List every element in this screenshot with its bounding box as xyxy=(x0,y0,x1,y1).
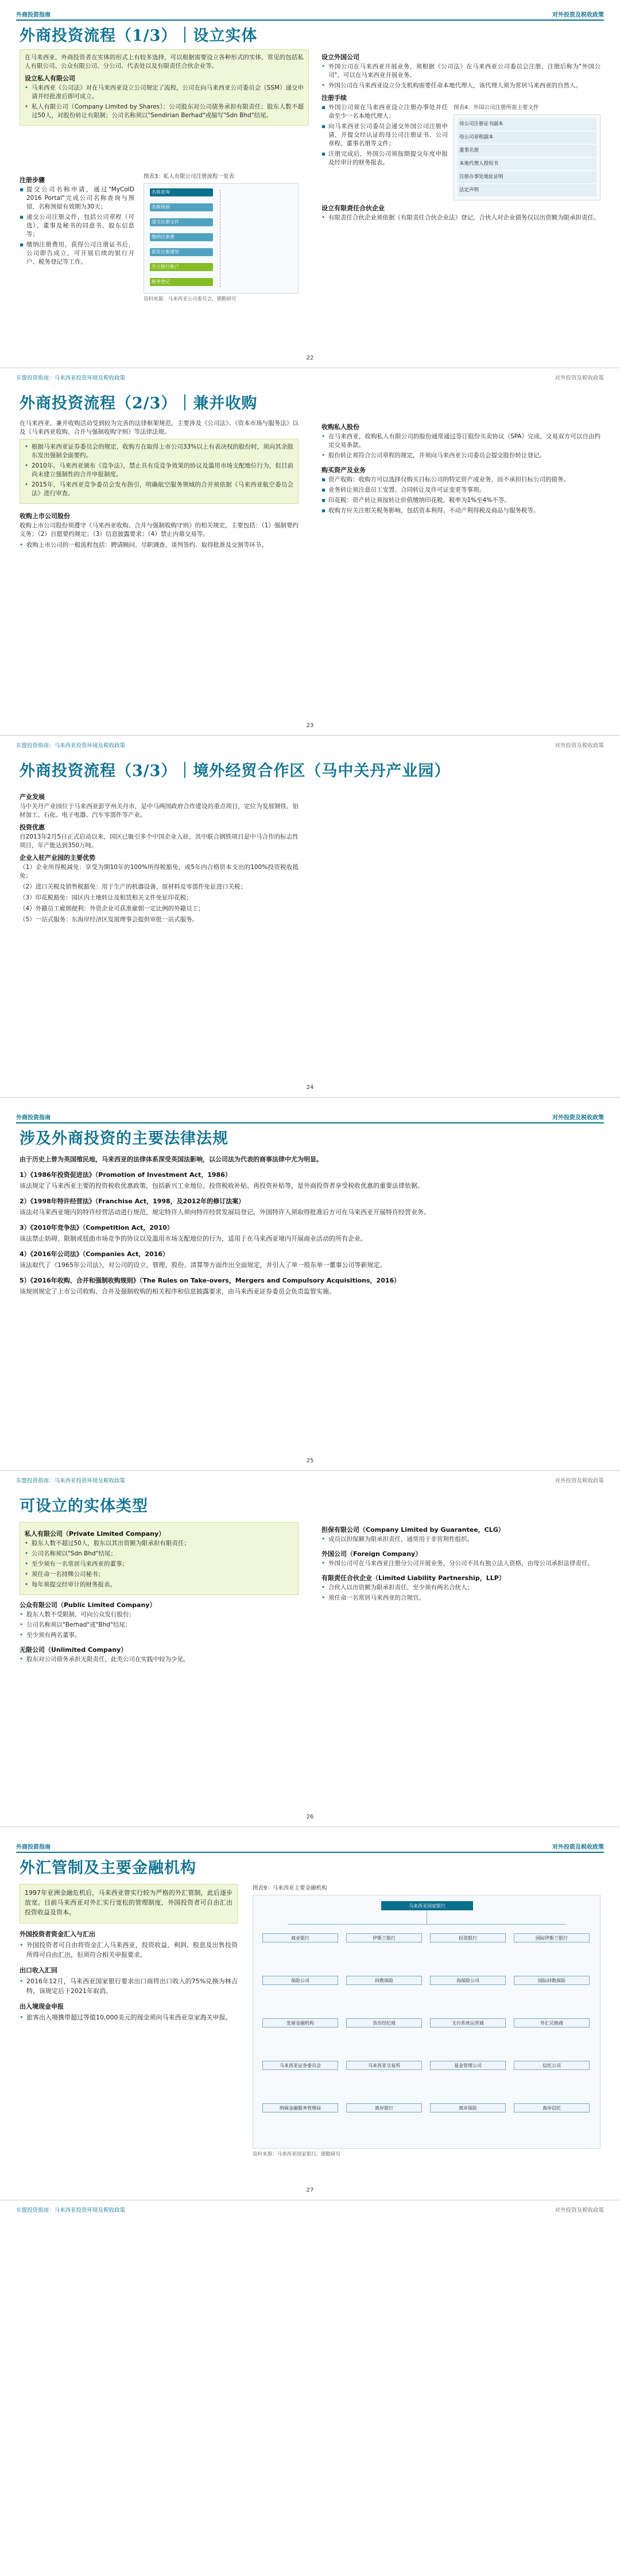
flow-step: 名称查询 xyxy=(150,188,213,196)
org-node: 离岸信托 xyxy=(514,2103,590,2112)
flow-step: 缴纳注册费 xyxy=(150,233,213,241)
org-node: 国际回教保险 xyxy=(514,1976,590,1985)
figure-3: 图表3：私人有限公司注册流程一览表 名称查询 名称预留 递交注册文件 缴纳注册费 获发注册通知 开立银行账户 税务登记 资料来源：马来西亚公司委员会，德勤研究 xyxy=(144,172,299,304)
flow-step: 获发注册通知 xyxy=(150,248,213,256)
org-node: 离岸银行 xyxy=(346,2103,422,2112)
flow-notes-area xyxy=(220,190,292,287)
org-node: 支付系统运营商 xyxy=(430,2018,506,2027)
page-number: 24 xyxy=(306,1084,314,1091)
org-connector xyxy=(288,1924,565,1925)
page-number: 23 xyxy=(306,723,314,729)
flow-step: 名称预留 xyxy=(150,203,213,211)
document-row: 法定声明 xyxy=(458,184,596,196)
page-number: 22 xyxy=(306,355,314,361)
page-4 xyxy=(0,1103,620,1470)
page-footer: 东盟投资指南：马来西亚投资环境及税收政策 对外投资及税收政策 xyxy=(16,1478,604,1484)
org-node: 伊斯兰银行 xyxy=(346,1933,422,1942)
laws-list: 由于历史上曾为英国殖民地，马来西亚的法律体系深受英国法影响，以公司法为代表的商事法律中尤为明显。 1）《1986年投资促进法》（Promotion of Investment Act，1986） 该法规定了马来西亚主要的投资税收优惠政策，包括新兴工业地位、投资税收补贴、再投资补贴等，是外商投资者享受税收优惠的重要法律依据。 2）《1998年特许经营法》（Franchise Act，1998，及2012年的修订法案） 该法对马来西亚境内的特许经营活动进行规范，规定特许人须向特许经营发展局登记，外国特许人须取得批准后方可在马来西亚开展特许经营业务。 3）《2010年竞争法》（Competition Act，2010） 该法禁止妨碍、限制或扭曲市场竞争的协议以及滥用市场支配地位的行为，适用于在马来西亚境内开展商业活动的所有企业。 4）《2016年公司法》（Companies Act，2016） 该法取代了《1965年公司法》，对公司的设立、管理、股份、清算等方面作出全面规定，并引入了单一股东单一董事公司等新规定。 5）《2016年收购、合并和强制收购规则》（The Rules on Take-overs，Mergers and Compulsory Acquisitions，2016） 该规则规定了上市公司收购、合并及强制收购的相关程序和信息披露要求，由马来西亚证券委员会负责监管实施。 xyxy=(20,1156,430,1295)
org-node: 离岸保险 xyxy=(430,2103,506,2112)
page-number: 26 xyxy=(306,1814,314,1820)
page-title: 可设立的实体类型 xyxy=(20,1497,148,1515)
org-node: 外汇兑换商 xyxy=(514,2018,590,2027)
document-row: 董事名册 xyxy=(458,145,596,157)
org-root: 马来西亚国家银行 xyxy=(381,1901,473,1910)
page-6 xyxy=(0,1832,620,2200)
document-row: 本地代理人授权书 xyxy=(458,158,596,170)
page-footer: 东盟投资指南：马来西亚投资环境及税收政策 对外投资及税收政策 xyxy=(16,2207,604,2214)
org-node: 货币经纪商 xyxy=(346,2018,422,2027)
org-node: 信托公司 xyxy=(514,2061,590,2070)
intro-box: 在马来西亚，外商投资者在实体的形式上有较多选择，可以根据需要设立各种形式的实体，常见的包括私人有限公司、公众有限公司、分公司、代表处以及有限责任合伙企业等。 设立私人有限公司 • 马来西亚《公司法》对在马来西亚设立公司规定了流程，公司在向马来西亚公司委员会（SSM）递交申请并经批准后即可成立。 • 私人有限公司（Company Limited by Shares）：公司股东对公司债务承担有限责任；股东人数不超过50人，对股份转让有限制；公司名称须以"Sendirian Berhad"或缩写"Sdn Bhd"结尾。 xyxy=(20,49,309,126)
page-header: 外商投资指南 对外投资及税收政策 xyxy=(16,1836,604,1853)
org-node: 纳闽金融服务管理局 xyxy=(262,2103,338,2112)
right-column: 收购私人股份 • 在马来西亚，收购私人有限公司的股份通常通过签订股份买卖协议（SPA）完成，交易双方可以自由约定交易条款。 • 股份转让须符合公司章程的规定，并须向马来西亚公司委员会提交股份转让登记。 购买资产及业务 ▪ 资产收购：收购方可以选择仅购买目标公司的特定资产或业务，而不承担目标公司的债务。 ▪ 业务转让须注意员工安置、合同转让及许可证变更等事项。 ▪ 印花税：资产转让须按转让价值缴纳印花税，税率为1%至4%不等。 ▪ 收购方应关注相关税务影响，包括资本利得、不动产利得税及商品与服务税等。 xyxy=(321,419,600,517)
org-node: 基金管理公司 xyxy=(430,2061,506,2070)
left-column: 在马来西亚，兼并收购活动受到较为完善的法律框架规范，主要涉及《公司法》、《资本市场与服务法》以及《马来西亚收购、合并与强制收购守则》等法律法规。 • 根据马来西亚证券委员会的规定，收购方在取得上市公司33%以上有表决权的股份时，须向其余股东发出强制全面要约。 • 2010年，马来西亚颁布《竞争法》，禁止具有反竞争效果的协议及滥用市场支配地位行为，但目前尚未建立强制性的合并申报制度。 • 2015年，马来西亚竞争委员会发布指引，明确航空服务领域的合并须依据《马来西亚航空委员会法》进行审查。 收购上市公司股份 收购上市公司股份须遵守《马来西亚收购、合并与强制收购守则》的相关规定，主要包括：（1）强制要约义务；（2）自愿要约规定；（3）信息披露要求；（4）禁止内幕交易等。 • 收购上市公司的一般流程包括：聘请顾问、尽职调查、谈判签约、取得批准及交割等环节。 xyxy=(20,419,299,551)
page-divider xyxy=(0,1826,620,1827)
org-node: 再保险公司 xyxy=(430,1976,506,1985)
page-3 xyxy=(0,741,620,1097)
org-node: 马来西亚证券委员会 xyxy=(262,2061,338,2070)
registration-flow-diagram xyxy=(144,183,299,293)
org-node: 投资银行 xyxy=(430,1933,506,1942)
flow-step: 开立银行账户 xyxy=(150,263,213,271)
left-column: 私人有限公司（Private Limited Company） • 股东人数不超过50人，股东以其出资额为限承担有限责任； • 公司名称须以"Sdn Bhd"结尾； • 至少须有一名常居马来西亚的董事； • 须任命一名持牌公司秘书； • 每年须提交经审计的财务报表。 公众有限公司（Public Limited Company） • 股东人数不受限制，可向公众发行股份； • 公司名称须以"Berhad"或"Bhd"结尾； • 至少须有两名董事。 无限公司（Unlimited Company） • 股东对公司债务承担无限责任，此类公司在实践中较为少见。 xyxy=(20,1522,299,1666)
org-node: 商业银行 xyxy=(262,1933,338,1942)
documents-table xyxy=(454,114,600,200)
page-1 xyxy=(0,0,620,368)
industrial-park-column: 产业发展 马中关丹产业园位于马来西亚彭亨州关丹市，是中马两国政府合作建设的重点项目，定位为发展钢铁、铝材加工、石化、电子电器、汽车零部件等产业。 投资优惠 自2013年2月5日正式启动以来，园区已吸引多个中国企业入驻，其中联合钢铁项目是中马合作的标志性项目，年产能达到350万吨。 企业入驻产业园的主要优势 （1）企业所得税减免：享受为期10年的100%所得税豁免，或5年内合格资本支出的100%投资税收抵免； （2）进口关税及销售税豁免：用于生产的机器设备、原材料及零部件免征进口关税； （3）印花税豁免：园区内土地转让及租赁相关文件免征印花税； （4）外籍员工雇佣便利：外资企业可获准雇佣一定比例的外籍员工； （5）一站式服务：东海岸经济区发展理事会提供审批一站式服务。 xyxy=(20,793,299,923)
right-column: 担保有限公司（Company Limited by Guarantee，CLG） • 成员以担保额为限承担责任，通常用于非营利性组织。 外国公司（Foreign Company） • 外国公司可在马来西亚注册分公司开展业务，分公司不具有独立法人资格，由母公司承担法律责任。 有限责任合伙企业（Limited Liability Partnership，LLP） • 合伙人以出资额为限承担责任，至少须有两名合伙人； • 须任命一名常居马来西亚的合规官。 xyxy=(321,1522,600,1604)
org-node: 回教保险 xyxy=(346,1976,422,1985)
figure-9: 图表9：马来西亚主要金融机构 马来西亚国家银行 商业银行 伊斯兰银行 投资银行 国际伊斯兰银行 保险公司 回教保险 再保险公司 国际回教保险 发展金融机构 货币经纪商 支付系统运营商 外汇兑换商 马来西亚证券委员会 马来西亚交易所 基金管理公司 信托公司 纳闽金融服务管理局 离岸银行 离岸保险 离岸信托 资料来源：马来西亚国家银行，德勤研究 xyxy=(253,1884,600,2159)
org-node: 保险公司 xyxy=(262,1976,338,1985)
page-divider xyxy=(0,1470,620,1471)
page-title: 涉及外商投资的主要法律法规 xyxy=(20,1130,228,1148)
document-row: 注册办事处地址证明 xyxy=(458,171,596,183)
page-header: 外商投资指南 对外投资及税收政策 xyxy=(16,3,604,21)
org-node: 马来西亚交易所 xyxy=(346,2061,422,2070)
org-node: 国际伊斯兰银行 xyxy=(514,1933,590,1942)
page-header: 外商投资指南 对外投资及税收政策 xyxy=(16,1106,604,1123)
page-number: 25 xyxy=(306,1458,314,1464)
page-title: 外商投资流程（1/3）｜设立实体 xyxy=(20,27,258,45)
flow-step: 税务登记 xyxy=(150,278,213,286)
page-2 xyxy=(0,373,620,735)
page-7 xyxy=(0,2206,620,2576)
document-row: 母公司注册证书副本 xyxy=(458,118,596,130)
page-number: 27 xyxy=(306,2187,314,2193)
page-5 xyxy=(0,1476,620,1826)
page-title: 外商投资流程（3/3）｜境外经贸合作区（马中关丹产业园） xyxy=(20,762,451,780)
right-column: 设立外国公司 • 外国公司在马来西亚开展业务，须根据《公司法》在马来西亚公司委员会注册，注册后称为"外国公司"，可以在马来西亚开展业务。 • 外国公司在马来西亚设立分支机构需要任命本地代理人，该代理人须为常居马来西亚的自然人。 注册手续 ▪ 外国公司须在马来西亚设立注册办事处并任命至少一名本地代理人； ▪ 向马来西亚公司委员会递交外国公司注册申请，并提交经认证的母公司注册证书、公司章程、董事名册等文件； ▪ 注册完成后，外国公司须按期提交年度申报及经审计的财务报表。 图表4：外国公司注册所需主要文件 母公司注册证书副本 母公司章程副本 董事名册 本地代理人授权书 注册办事处地址证明 法定声明 设立有限责任合伙企业 • 有限责任合伙企业须依据《有限责任合伙企业法》登记，合伙人对企业债务仅以出资额为限承担责任。 xyxy=(321,49,600,224)
org-node: 发展金融机构 xyxy=(262,2018,338,2027)
page-title: 外汇管制及主要金融机构 xyxy=(20,1859,196,1877)
document-row: 母公司章程副本 xyxy=(458,132,596,144)
page-title: 外商投资流程（2/3）｜兼并收购 xyxy=(20,395,258,412)
left-column: 1997年亚洲金融危机后，马来西亚曾实行较为严格的外汇管制，此后逐步放宽。目前马来西亚对外汇实行宽松的管理制度，外国投资者可自由汇出投资收益及资本。 外国投资者资金汇入与汇出 • 外国投资者可自由将资金汇入马来西亚，投资收益、利润、股息及出售投资所得可自由汇出，但须符合相关申报要求。 出口收入汇回 • 2016年12月，马来西亚国家银行要求出口商将出口收入的75%兑换为林吉特，该规定后于2021年取消。 出入境现金申报 • 旅客出入境携带超过等值10,000美元的现金须向马来西亚皇家海关申报。 xyxy=(20,1884,238,2024)
fx-box: 1997年亚洲金融危机后，马来西亚曾实行较为严格的外汇管制，此后逐步放宽。目前马来西亚对外汇实行宽松的管理制度，外国投资者可自由汇出投资收益及资本。 xyxy=(20,1884,238,1924)
financial-institutions-chart xyxy=(253,1895,600,2149)
entity-box: 私人有限公司（Private Limited Company） • 股东人数不超过50人，股东以其出资额为限承担有限责任； • 公司名称须以"Sdn Bhd"结尾； • 至少须有一名常居马来西亚的董事； • 须任命一名持牌公司秘书； • 每年须提交经审计的财务报表。 xyxy=(20,1522,299,1595)
page-divider xyxy=(0,735,620,736)
figure-4: 图表4：外国公司注册所需主要文件 母公司注册证书副本 母公司章程副本 董事名册 本地代理人授权书 注册办事处地址证明 法定声明 xyxy=(454,103,600,200)
flow-step: 递交注册文件 xyxy=(150,218,213,226)
page-footer: 东盟投资指南：马来西亚投资环境及税收政策 对外投资及税收政策 xyxy=(16,375,604,381)
page-footer: 东盟投资指南：马来西亚投资环境及税收政策 对外投资及税收政策 xyxy=(16,743,604,749)
page-divider xyxy=(0,1097,620,1098)
steps-column: 注册步骤 ▪ 提交公司名称申请，通过"MyCoID 2016 Portal"完成公司名称查询与预留，名称预留有效期为30天； ▪ 递交公司注册文件，包括公司章程（可选）、董事及秘书的同意书、股东信息等； ▪ 缴纳注册费用，获得公司注册证书后，公司即告成立，可开展后续的银行开户、税务登记等工作。 xyxy=(20,172,134,268)
regulation-box: • 根据马来西亚证券委员会的规定，收购方在取得上市公司33%以上有表决权的股份时，须向其余股东发出强制全面要约。 • 2010年，马来西亚颁布《竞争法》，禁止具有反竞争效果的协议及滥用市场支配地位行为，但目前尚未建立强制性的合并申报制度。 • 2015年，马来西亚竞争委员会发布指引，明确航空服务领域的合并须依据《马来西亚航空委员会法》进行审查。 xyxy=(20,439,299,504)
